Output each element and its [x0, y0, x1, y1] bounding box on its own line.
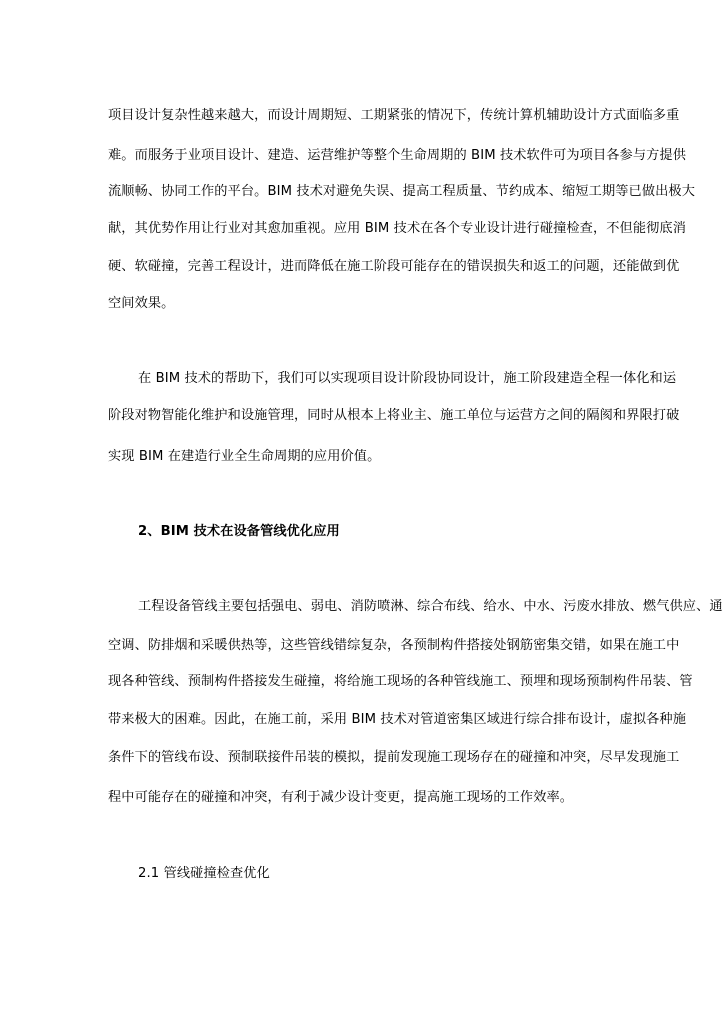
paragraph-3-line-2: 空调、防排烟和采暖供热等，这些管线错综复杂，各预制构件搭接处钢筋密集交错，如果在施工中 — [108, 638, 680, 653]
paragraph-3-line-5: 条件下的管线布设、预制联接件吊装的模拟，提前发现施工现场存在的碰撞和冲突，尽早发现施工 — [108, 750, 680, 765]
paragraph-2-line-3: 实现 BIM 在建造行业全生命周期的应用价值。 — [108, 449, 381, 464]
paragraph-1-line-2: 难。而服务于业项目设计、建造、运营维护等整个生命周期的 BIM 技术软件可为项目各参与方提供 — [108, 148, 686, 163]
paragraph-2-line-2: 阶段对物智能化维护和设施管理，同时从根本上将业主、施工单位与运营方之间的隔阂和界限打破 — [108, 408, 680, 423]
paragraph-1-line-1: 项目设计复杂性越来越大，而设计周期短、工期紧张的情况下，传统计算机辅助设计方式面临多重 — [108, 108, 680, 123]
paragraph-1-line-4: 献，其优势作用让行业对其愈加重视。应用 BIM 技术在各个专业设计进行碰撞检查，不但能彻底消 — [108, 221, 686, 236]
paragraph-3-line-1: 工程设备管线主要包括强电、弱电、消防喷淋、综合布线、给水、中水、污废水排放、燃气供应、通 — [138, 599, 723, 614]
section-heading-2: 2、BIM 技术在设备管线优化应用 — [138, 524, 340, 539]
paragraph-1-line-3: 流顺畅、协同工作的平台。BIM 技术对避免失误、提高工程质量、节约成本、缩短工期等已做出极大 — [108, 184, 695, 199]
section-heading-2-1: 2.1 管线碰撞检查优化 — [138, 866, 270, 881]
paragraph-3-line-4: 带来极大的困难。因此，在施工前，采用 BIM 技术对管道密集区域进行综合排布设计，虚拟各种施 — [108, 712, 686, 727]
paragraph-2-line-1: 在 BIM 技术的帮助下，我们可以实现项目设计阶段协同设计，施工阶段建造全程一体化和运 — [138, 371, 677, 386]
paragraph-1-line-5: 硬、软碰撞，完善工程设计，进而降低在施工阶段可能存在的错误损失和返工的问题，还能做到优 — [108, 259, 680, 274]
paragraph-3-line-3: 现各种管线、预制构件搭接发生碰撞，将给施工现场的各种管线施工、预埋和现场预制构件吊装、管 — [108, 674, 693, 689]
paragraph-1-line-6: 空间效果。 — [108, 296, 175, 311]
paragraph-3-line-6: 程中可能存在的碰撞和冲突，有利于减少设计变更，提高施工现场的工作效率。 — [108, 790, 574, 805]
